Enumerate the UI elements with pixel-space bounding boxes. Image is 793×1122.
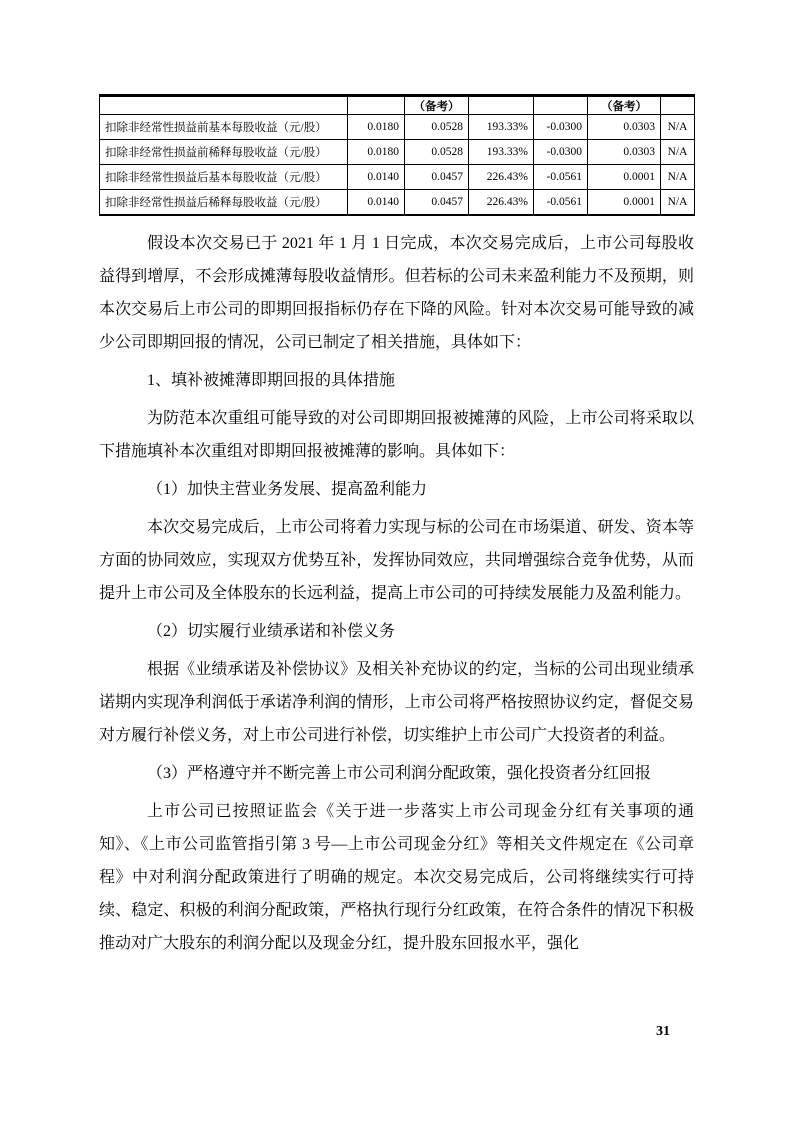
table-header-cell <box>469 96 534 115</box>
table-cell: N/A <box>661 165 695 190</box>
table-cell: 0.0140 <box>348 190 405 216</box>
table-header-cell <box>100 96 348 115</box>
paragraph: 上市公司已按照证监会《关于进一步落实上市公司现金分红有关事项的通知》、《上市公司监管指引第 3 号—上市公司现金分红》等相关文件规定在《公司章程》中对利润分配政策进行了明确的规定。本次交易完成后，公司将继续实行可持续、稳定、积极的利润分配政策，严格执行现行分红政策，在符合条件的情况下积极推动对广大股东的利润分配以及现金分红，提升股东回报水平，强化 <box>99 803 694 952</box>
table-header-cell <box>661 96 695 115</box>
table-header-cell: （备考） <box>405 96 469 115</box>
table-cell: 0.0457 <box>405 165 469 190</box>
table-cell: N/A <box>661 140 695 165</box>
table-cell: 0.0180 <box>348 115 405 140</box>
table-cell: 0.0457 <box>405 190 469 216</box>
section-heading: （3）严格遵守并不断完善上市公司利润分配政策，强化投资者分红回报 <box>147 765 652 782</box>
table-cell: 0.0303 <box>588 140 661 165</box>
page-number: 31 <box>656 1024 670 1039</box>
table-row-label: 扣除非经常性损益后基本每股收益（元/股） <box>100 165 348 190</box>
table-cell: -0.0561 <box>534 165 588 190</box>
document-body <box>99 227 694 960</box>
table-header-cell <box>348 96 405 115</box>
table-row <box>100 140 695 165</box>
eps-comparison-table <box>99 94 695 216</box>
section-heading: （2）切实履行业绩承诺和补偿义务 <box>147 623 396 640</box>
table-cell: 0.0180 <box>348 140 405 165</box>
table-cell: 193.33% <box>469 140 534 165</box>
page-content <box>99 94 694 965</box>
table-cell: 226.43% <box>469 165 534 190</box>
table-header-cell: （备考） <box>588 96 661 115</box>
table-cell: 0.0001 <box>588 165 661 190</box>
section-heading: 1、填补被摊薄即期回报的具体措施 <box>147 372 396 389</box>
section-heading: （1）加快主营业务发展、提高盈利能力 <box>147 481 428 498</box>
table-cell: N/A <box>661 190 695 216</box>
table-cell: 226.43% <box>469 190 534 216</box>
table-row-label: 扣除非经常性损益前基本每股收益（元/股） <box>100 115 348 140</box>
table-cell: -0.0300 <box>534 140 588 165</box>
paragraph: 根据《业绩承诺及补偿协议》及相关补充协议的约定，当标的公司出现业绩承诺期内实现净利润低于承诺净利润的情形，上市公司将严格按照协议约定，督促交易对方履行补偿义务，对上市公司进行补偿，切实维护上市公司广大投资者的利益。 <box>99 661 694 744</box>
table-row <box>100 115 695 140</box>
table-cell: 0.0001 <box>588 190 661 216</box>
table-row <box>100 190 695 216</box>
paragraph: 为防范本次重组可能导致的对公司即期回报被摊薄的风险，上市公司将采取以下措施填补本次重组对即期回报被摊薄的影响。具体如下： <box>99 410 694 460</box>
paragraph: 假设本次交易已于 2021 年 1 月 1 日完成，本次交易完成后，上市公司每股收益得到增厚，不会形成摊薄每股收益情形。但若标的公司未来盈利能力不及预期，则本次交易后上市公司的即期回报指标仍存在下降的风险。针对本次交易可能导致的减少公司即期回报的情况，公司已制定了相关措施，具体如下： <box>99 235 694 351</box>
table-header-row <box>100 96 695 115</box>
table-row-label: 扣除非经常性损益前稀释每股收益（元/股） <box>100 140 348 165</box>
table-cell: 0.0528 <box>405 115 469 140</box>
table-cell: 0.0303 <box>588 115 661 140</box>
table-cell: 0.0528 <box>405 140 469 165</box>
table-cell: -0.0300 <box>534 115 588 140</box>
table-cell: 193.33% <box>469 115 534 140</box>
table-row-label: 扣除非经常性损益后稀释每股收益（元/股） <box>100 190 348 216</box>
table-cell: -0.0561 <box>534 190 588 216</box>
paragraph: 本次交易完成后，上市公司将着力实现与标的公司在市场渠道、研发、资本等方面的协同效应，实现双方优势互补，发挥协同效应，共同增强综合竞争优势，从而提升上市公司及全体股东的长远利益，提高上市公司的可持续发展能力及盈利能力。 <box>99 519 694 602</box>
table-row <box>100 165 695 190</box>
table-cell: 0.0140 <box>348 165 405 190</box>
table-header-cell <box>534 96 588 115</box>
table-cell: N/A <box>661 115 695 140</box>
